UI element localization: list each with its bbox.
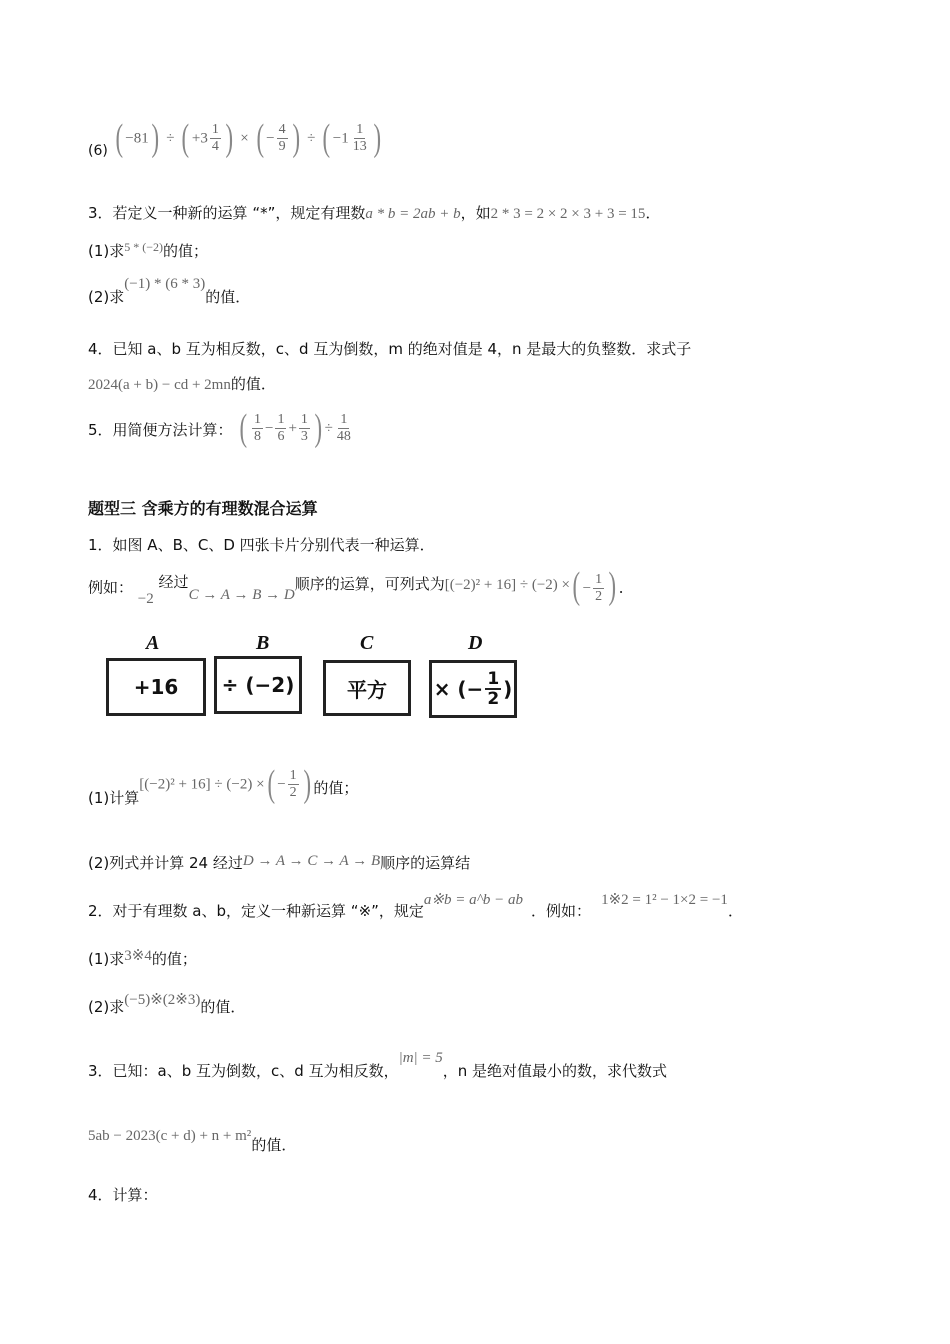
- part-expression: 3※4: [124, 948, 152, 964]
- fraction-numerator: 1: [340, 411, 348, 427]
- expression: 5ab − 2023(c + d) + n + m²: [88, 1128, 252, 1144]
- via-text: 经过: [158, 572, 189, 591]
- part-suffix: 的值；: [313, 778, 359, 797]
- fraction-numerator: 1: [289, 767, 297, 783]
- part-expression: (−1) * (6 * 3): [124, 276, 206, 292]
- separator: ，如: [460, 204, 491, 222]
- operation-path: D → A → C → A → B: [242, 853, 381, 869]
- period: ．: [645, 204, 661, 222]
- example-label: ．例如：: [531, 902, 592, 920]
- question-5: 5．用简便方法计算： ( $\frac{1}{8}$ − $\frac{1}{6}$ + $\frac{1}{3}$ ) ÷ $\frac{1}{48}$: [88, 407, 351, 449]
- card-c-label: C: [360, 632, 374, 654]
- part-suffix: 顺序的运算结: [380, 854, 471, 872]
- s3-question-3-expression: [88, 1124, 297, 1154]
- fraction-denominator: 9: [278, 138, 286, 154]
- question-3: [88, 202, 660, 223]
- card-d-label: D: [468, 632, 483, 654]
- part-formula: [(−2)² + 16] ÷ (−2) ×: [139, 776, 265, 793]
- fraction-numerator: 1: [300, 411, 308, 427]
- fraction-numerator: 1: [253, 411, 261, 427]
- card-d: [429, 660, 517, 718]
- part-label: (1)求: [88, 950, 125, 968]
- fraction-numerator: 1: [595, 571, 603, 587]
- example-label: 例如：: [88, 578, 134, 597]
- fraction-denominator: 2: [289, 784, 297, 800]
- fraction-denominator: 48: [336, 428, 351, 444]
- s3-question-3: [88, 1046, 668, 1080]
- part-suffix: 的值；: [151, 950, 197, 968]
- s3-question-1-part-1: (1)计算[(−2)² + 16] ÷ (−2) ×( − $\frac{1}{2}$ ) 的值；: [88, 763, 359, 807]
- section-title: 题型三 含乘方的有理数混合运算: [88, 499, 318, 518]
- part-label: (2)求: [88, 998, 125, 1016]
- operation-path: C → A → B → D: [188, 586, 295, 603]
- s3-question-4: 4．计算：: [88, 1186, 158, 1204]
- s3-question-1-part-2: [88, 852, 470, 873]
- start-value: −2: [137, 590, 154, 607]
- question-3-part-2: [88, 276, 251, 307]
- question-text: 3．已知：a、b 互为倒数，c、d 互为相反数，: [88, 1062, 399, 1080]
- problem-6: (6) ( −81) ÷ ( +3 $\frac{1}{4}$ ) × ( − $\frac{4}{9}$ ) ÷ ( −1 $\frac{1}{13}$ ): [88, 117, 381, 159]
- fraction-numerator: 1: [277, 411, 285, 427]
- fraction-denominator: 13: [352, 138, 367, 154]
- part-suffix: 的值；: [163, 242, 209, 260]
- part-label: (1)求: [88, 242, 125, 260]
- card-d-operator: × (−: [433, 677, 484, 701]
- expression: 2024(a + b) − cd + 2mn: [88, 377, 231, 393]
- card-b-label: B: [256, 632, 270, 654]
- expression-suffix: 的值．: [251, 1136, 297, 1154]
- expression-suffix: 的值．: [230, 375, 276, 393]
- s3-question-2-part-2: [88, 992, 246, 1017]
- card-a-label: A: [146, 632, 160, 654]
- example-formula: [(−2)² + 16] ÷ (−2) ×: [444, 576, 570, 593]
- fraction-denominator: 2: [595, 588, 603, 604]
- fraction-denominator: 3: [300, 428, 308, 444]
- part-label: (2)求: [88, 288, 125, 306]
- fraction-denominator: 8: [253, 428, 261, 444]
- problem-6-label: (6): [88, 142, 108, 159]
- mixed-number-whole: −1: [332, 130, 349, 147]
- mixed-number-whole: +3: [191, 130, 208, 147]
- question-tail: ，n 是绝对值最小的数，求代数式: [442, 1062, 668, 1080]
- part-expression: (−5)※(2※3): [124, 992, 201, 1008]
- fraction-denominator: 4: [211, 138, 219, 154]
- card-a: +16: [106, 658, 206, 716]
- period: ．: [618, 578, 634, 597]
- question-3-text: 3．若定义一种新的运算 “*”，规定有理数: [88, 204, 366, 222]
- fraction-numerator: 4: [278, 121, 286, 137]
- question-4-expression: [88, 373, 276, 394]
- problem-6-term: −81: [125, 130, 149, 147]
- part-label: (1)计算: [88, 788, 140, 807]
- question-text: 2．对于有理数 a、b，定义一种新运算 “※”，规定: [88, 902, 424, 920]
- part-label: (2)列式并计算 24 经过: [88, 854, 243, 872]
- fraction-denominator: 6: [277, 428, 285, 444]
- card-d-close: ): [503, 677, 513, 701]
- question-5-text: 5．用简便方法计算：: [88, 420, 233, 439]
- absolute-value-condition: |m| = 5: [398, 1050, 443, 1066]
- operation-example: 1※2 = 1² − 1×2 = −1: [601, 892, 728, 908]
- s3-question-2-part-1: [88, 948, 197, 969]
- fraction-denominator: 2: [487, 689, 500, 709]
- card-c: 平方: [323, 660, 411, 716]
- question-3-part-1: [88, 240, 208, 261]
- period: ．: [727, 902, 743, 920]
- fraction-numerator: 1: [356, 121, 364, 137]
- fraction-numerator: 1: [211, 121, 219, 137]
- part-suffix: 的值．: [205, 288, 251, 306]
- s3-question-1: 1．如图 A、B、C、D 四张卡片分别代表一种运算．: [88, 536, 435, 554]
- minus-sign: −: [266, 130, 275, 147]
- fraction-numerator: 1: [487, 669, 500, 689]
- part-expression: 5 * (−2): [124, 240, 164, 254]
- s3-question-1-example: 例如： −2 经过C → A → B → D顺序的运算，可列式为[(−2)² + 16] ÷ (−2) ×( − $\frac{1}{2}$ ) ．: [88, 565, 634, 607]
- operation-rule: a※b = a^b − ab: [423, 892, 524, 908]
- part-suffix: 的值．: [200, 998, 246, 1016]
- operation-example: 2 * 3 = 2 × 2 × 3 + 3 = 15: [490, 206, 646, 222]
- question-4: 4．已知 a、b 互为相反数，c、d 互为倒数，m 的绝对值是 4，n 是最大的负整数．求式子: [88, 340, 692, 358]
- card-b: ÷ (−2): [214, 656, 302, 714]
- example-middle: 顺序的运算，可列式为: [294, 574, 445, 593]
- operation-rule: a * b = 2ab + b: [365, 206, 461, 222]
- s3-question-2: [88, 888, 743, 920]
